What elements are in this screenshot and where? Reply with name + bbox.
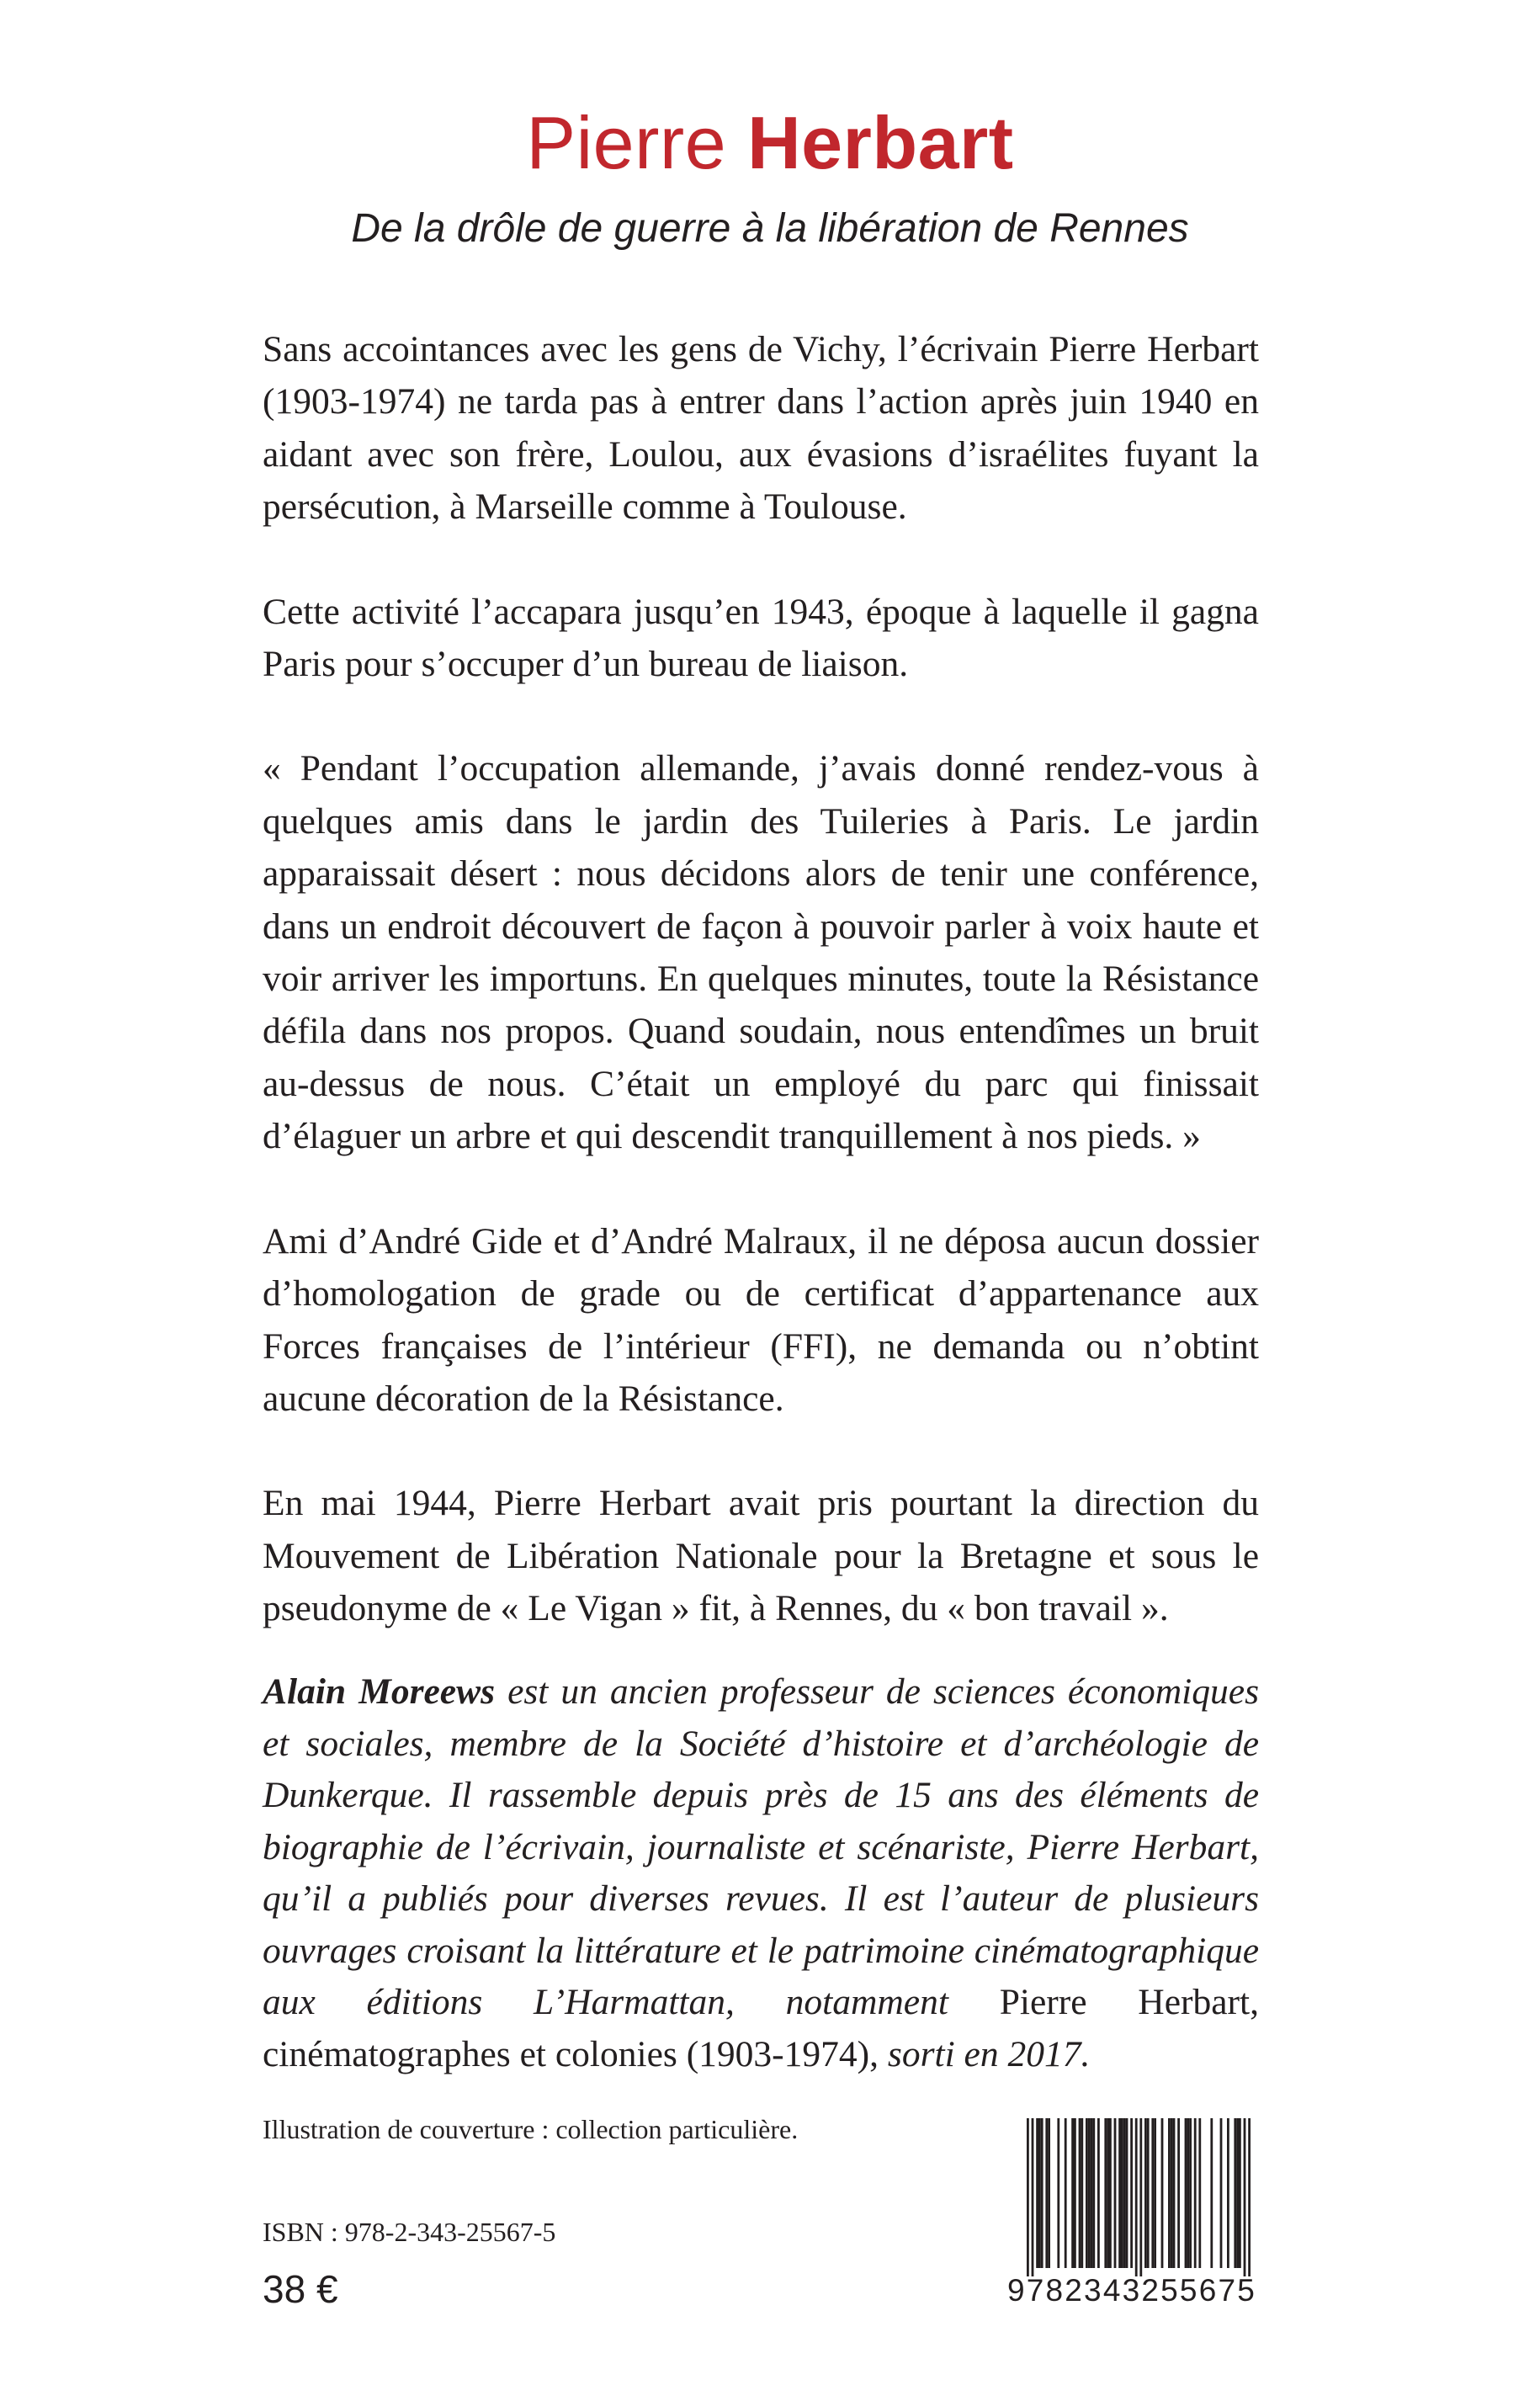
barcode-bar [1248, 2118, 1251, 2276]
barcode-bar [1126, 2118, 1128, 2268]
barcode-bar [1189, 2118, 1192, 2268]
barcode-bar [1194, 2118, 1197, 2268]
barcode-bars [1003, 2111, 1261, 2276]
blurb-paragraph: Cette activité l’accapara jusqu’en 1943, époque à laquelle il gagna Paris pour s’occuper d’un bureau de liaison. [263, 591, 1259, 685]
barcode-bar [1144, 2118, 1147, 2268]
barcode-bar [1092, 2118, 1095, 2268]
barcode-bar [1234, 2118, 1236, 2268]
isbn: ISBN : 978-2-343-25567-5 [263, 2217, 556, 2247]
price: 38 € [263, 2267, 338, 2311]
barcode-bar [1239, 2118, 1241, 2268]
blurb-paragraph: En mai 1944, Pierre Herbart avait pris pourtant la direction du Mouvement de Libération Nationale pour la Bretagne et sous le pseudonyme de « Le Vigan » fit, à Rennes, du « bon travail ». [263, 1483, 1259, 1629]
barcode-bar [1045, 2118, 1048, 2268]
barcode-bar [1244, 2118, 1246, 2276]
barcode-bar [1071, 2118, 1074, 2268]
barcode-bar [1198, 2118, 1201, 2268]
barcode-bar [1173, 2118, 1176, 2268]
author-bio-text: est un ancien professeur de sciences économiques et sociales, membre de la Société d’histoire et d’archéologie de Dunkerque. Il rassemble depuis près de 15 ans des éléments de biographie de l’écrivain, journaliste et scénariste, Pierre Herbart, qu’il a publiés pour diverses revues. Il est l’auteur de plusieurs ouvrages croisant la littérature et le patrimoine cinématographique aux éditions L’Harmattan, notamment [263, 1671, 1260, 2022]
barcode-bar [1147, 2118, 1150, 2268]
barcode-bar [1079, 2118, 1081, 2268]
barcode-bar [1123, 2118, 1126, 2268]
barcode-bar [1168, 2118, 1171, 2268]
barcode-bar [1038, 2118, 1041, 2268]
blurb-paragraph: Sans accointances avec les gens de Vichy, l’écrivain Pierre Herbart (1903-1974) ne tarda pas à entrer dans l’action après juin 1940 en aidant avec son frère, Loulou, aux évasions d’israélites fuyant la persécution, à Marseille comme à Toulouse. [263, 329, 1259, 528]
barcode-bar [1220, 2118, 1223, 2268]
barcode-bar [1027, 2118, 1029, 2276]
barcode-bar [1154, 2118, 1156, 2268]
referenced-book-title: Pierre Herbart, cinématographes et colonies (1903-1974), [263, 1982, 1260, 2074]
barcode-bar [1065, 2118, 1067, 2268]
title-last-name: Herbart [747, 101, 1014, 184]
barcode-bar [1109, 2118, 1112, 2268]
book-title [0, 99, 1540, 187]
barcode-bar [1161, 2118, 1164, 2268]
barcode-bar [1057, 2118, 1059, 2268]
author-bio-ending: sorti en 2017. [879, 2033, 1091, 2074]
barcode-bar [1171, 2118, 1173, 2268]
barcode-bar [1041, 2118, 1043, 2268]
author-name: Alain Moreews [263, 1671, 496, 1712]
barcode-bar [1236, 2118, 1239, 2268]
barcode-bar [1048, 2118, 1050, 2268]
blurb-paragraph: Ami d’André Gide et d’André Malraux, il ne déposa aucun dossier d’homologation de grade ou de certificat d’appartenance aux Forces françaises de l’intérieur (FFI), ne demanda ou n’obtint aucune décoration de la Résistance. [263, 1220, 1259, 1419]
barcode-bar [1107, 2118, 1109, 2268]
barcode-bar [1185, 2118, 1187, 2268]
barcode-bar [1074, 2118, 1076, 2268]
barcode-bar [1088, 2118, 1091, 2268]
barcode-bar [1104, 2118, 1107, 2268]
barcode-bar [1177, 2118, 1180, 2268]
barcode-bar [1151, 2118, 1154, 2268]
barcode-bar [1097, 2118, 1100, 2268]
barcode-bar [1210, 2118, 1213, 2268]
barcode-bar [1091, 2118, 1093, 2268]
book-subtitle: De la drôle de guerre à la libération de Rennes [351, 206, 1189, 251]
back-cover-blurb [263, 323, 1259, 1687]
barcode [1003, 2111, 1261, 2313]
barcode-bar [1086, 2118, 1088, 2268]
barcode-bar [1036, 2118, 1038, 2268]
barcode-bar [1130, 2118, 1133, 2268]
barcode-bar [1081, 2118, 1083, 2268]
barcode-bar [1139, 2118, 1142, 2276]
title-first-name: Pierre [526, 101, 727, 184]
author-bio [263, 1666, 1259, 2080]
cover-illustration-credit: Illustration de couverture : collection particulière. [263, 2114, 799, 2144]
barcode-bar [1135, 2118, 1138, 2276]
barcode-bar [1118, 2118, 1121, 2268]
barcode-bar [1227, 2118, 1229, 2268]
barcode-bar [1121, 2118, 1123, 2268]
barcode-bar [1187, 2118, 1189, 2268]
barcode-bar [1114, 2118, 1117, 2268]
barcode-bar [1032, 2118, 1034, 2276]
barcode-digits: 9782343255675 [1006, 2273, 1257, 2308]
blurb-quote: « Pendant l’occupation allemande, j’avais donné rendez-vous à quelques amis dans le jardin des Tuileries à Paris. Le jardin apparaissait désert : nous décidons alors de tenir une conférence, dans un endroit découvert de façon à pouvoir parler à voix haute et voir arriver les importuns. En quelques minutes, toute la Résistance défila dans nos propos. Quand soudain, nous entendîmes un bruit au-dessus de nous. C’était un employé du parc qui finissait d’élaguer un arbre et qui descendit tranquillement à nos pieds. » [263, 748, 1259, 1157]
